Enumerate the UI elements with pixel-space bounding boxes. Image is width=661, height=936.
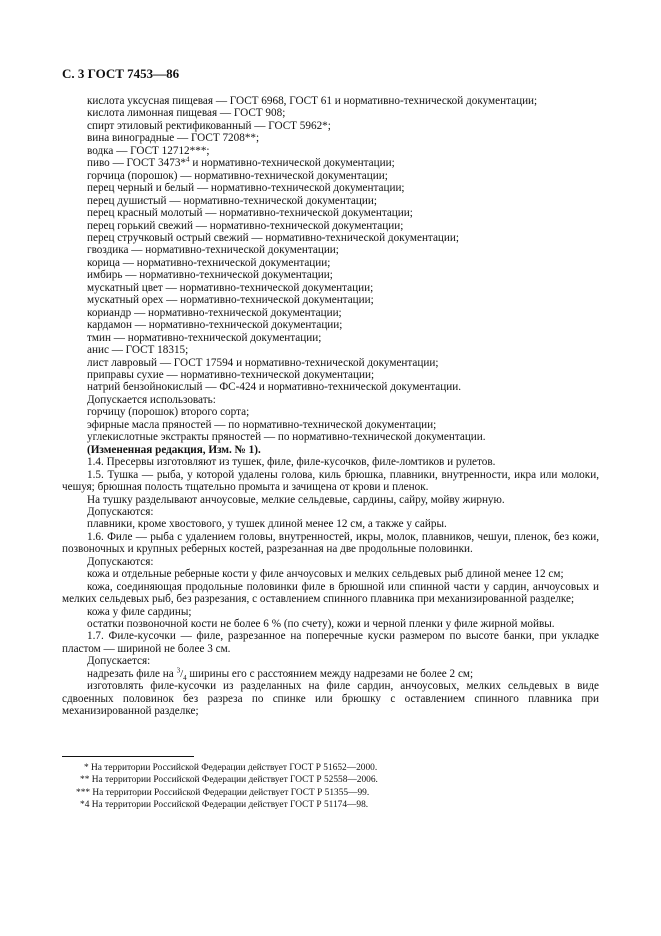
ingredient-line: перец черный и белый — нормативно-технической документации; bbox=[87, 182, 405, 195]
document-body bbox=[62, 95, 599, 718]
paragraph-cut bbox=[62, 666, 599, 683]
paragraph-sardine: кожа у филе сардины; bbox=[87, 605, 192, 618]
footnotes bbox=[62, 762, 378, 811]
fraction-denominator: 4 bbox=[183, 674, 187, 683]
paragraph-1-6: 1.6. Филе — рыба с удалением головы, внутренностей, икры, молок, плавников, чешуи, пленок, без кожи, позвоночных и крупных реберных костей, разрезанная на две продольные половинки. bbox=[62, 530, 599, 556]
ingredient-line: кориандр — нормативно-технической документации; bbox=[87, 306, 342, 319]
paragraph-1-5: 1.5. Тушка — рыба, у которой удалены голова, киль брюшка, плавники, внутренности, икра или молоки, чешуя; брюшная полость тщательно промыта и зачищена от крови и пленок. bbox=[62, 468, 599, 494]
fraction: $^3/_4$ bbox=[176, 666, 187, 683]
page-header: С. 3 ГОСТ 7453—86 bbox=[62, 66, 180, 81]
footnote-mark: 4 bbox=[186, 155, 190, 164]
ingredient-line: перец красный молотый — нормативно-технической документации; bbox=[87, 207, 413, 220]
allowed-label: Допускаются: bbox=[87, 555, 154, 568]
paragraph-skin: кожа, соединяющая продольные половинки филе в брюшной или спинной части у сардин, анчоусовых и мелких сельдевых рыб, без разрезания, с оставлением спинного плавника при механизированной разделке; bbox=[62, 580, 599, 606]
allowed-item: горчицу (порошок) второго сорта; bbox=[87, 406, 250, 419]
ingredient-line: мускатный орех — нормативно-технической документации; bbox=[87, 294, 374, 307]
ingredient-line: корица — нормативно-технической документации; bbox=[87, 256, 331, 269]
paragraph-1-7: 1.7. Филе-кусочки — филе, разрезанное на поперечные куски размером по высоте банки, при укладке пластом — шириной не более 3 см. bbox=[62, 630, 599, 655]
ingredient-line: натрий бензойнокислый — ФС-424 и нормативно-технической документации. bbox=[87, 381, 462, 394]
ingredient-line: спирт этиловый ректификованный — ГОСТ 5962*; bbox=[87, 119, 331, 132]
allowed-item: эфирные масла пряностей — по нормативно-технической документации; bbox=[87, 418, 437, 431]
ingredient-line: гвоздика — нормативно-технической документации; bbox=[87, 244, 339, 257]
ingredient-line: горчица (порошок) — нормативно-технической документации; bbox=[87, 169, 388, 182]
paragraph-bones: кожа и отдельные реберные кости у филе анчоусовых и мелких сельдевых рыб длиной менее 12 см; bbox=[87, 568, 564, 581]
beer-tail: и нормативно-технической документации; bbox=[189, 157, 395, 170]
footnote: * На территории Российской Федерации действует ГОСТ Р 51652—2000. bbox=[84, 763, 378, 773]
allowed-label: Допускается: bbox=[87, 655, 151, 668]
ingredient-line: водка — ГОСТ 12712***; bbox=[87, 144, 210, 157]
ingredient-line: приправы сухие — нормативно-технической документации; bbox=[87, 368, 375, 381]
ingredient-line: кардамон — нормативно-технической документации; bbox=[87, 319, 343, 332]
ingredient-line: имбирь — нормативно-технической документации; bbox=[87, 269, 333, 282]
paragraph-1-4: 1.4. Пресервы изготовляют из тушек, филе, филе-кусочков, филе-ломтиков и рулетов. bbox=[87, 456, 496, 469]
beer-text: пиво — ГОСТ 3473* bbox=[87, 157, 187, 170]
paragraph-remains: остатки позвоночной кости не более 6 % (по счету), кожи и черной пленки у филе жирной мойвы. bbox=[87, 618, 555, 631]
allowed-title: Допускается использовать: bbox=[87, 393, 216, 406]
ingredient-line: перец стручковый острый свежий — нормативно-технической документации; bbox=[87, 231, 459, 244]
paragraph-fins: плавники, кроме хвостового, у тушек длиной менее 12 см, а также у сайры. bbox=[87, 518, 447, 531]
fraction-numerator: 3 bbox=[176, 666, 181, 675]
cut-text-before: надрезать филе на bbox=[87, 667, 177, 680]
paragraph-make: изготовлять филе-кусочки из разделанных на филе сардин, анчоусовых, мелких сельдевых в виде сдвоенных половинок без разреза по спинке или брюшку с оставлением спинного плавника при механизированной разделке; bbox=[62, 680, 599, 718]
ingredient-line: вина виноградные — ГОСТ 7208**; bbox=[87, 132, 260, 145]
footnote: ** На территории Российской Федерации действует ГОСТ Р 52558—2006. bbox=[80, 775, 378, 786]
ingredient-line: лист лавровый — ГОСТ 17594 и нормативно-технической документации; bbox=[87, 356, 439, 369]
ingredient-line: перец душистый — нормативно-технической документации; bbox=[87, 194, 377, 207]
allowed-item: углекислотные экстракты пряностей — по нормативно-технической документации. bbox=[87, 431, 486, 444]
ingredient-line: кислота уксусная пищевая — ГОСТ 6968, ГОСТ 61 и нормативно-технической документации; bbox=[87, 95, 538, 107]
cut-text-after: ширины его с расстоянием между надрезами не более 2 см; bbox=[186, 667, 474, 680]
footnote: *4 На территории Российской Федерации действует ГОСТ Р 51174—98. bbox=[80, 799, 369, 810]
ingredient-line-beer bbox=[62, 157, 599, 169]
ingredient-line: тмин — нормативно-технической документации; bbox=[87, 331, 322, 344]
paragraph-tushka: На тушку разделывают анчоусовые, мелкие сельдевые, сардины, сайру, мойву жирную. bbox=[87, 493, 505, 506]
footnote-separator bbox=[62, 756, 194, 757]
ingredient-line: мускатный цвет — нормативно-технической документации; bbox=[87, 281, 374, 294]
edition-note: (Измененная редакция, Изм. № 1). bbox=[87, 443, 261, 456]
ingredient-line: анис — ГОСТ 18315; bbox=[87, 344, 189, 357]
allowed-label: Допускаются: bbox=[87, 505, 154, 518]
footnote: *** На территории Российской Федерации действует ГОСТ Р 51355—99. bbox=[76, 787, 370, 798]
ingredient-line: кислота лимонная пищевая — ГОСТ 908; bbox=[87, 107, 286, 120]
ingredient-line: перец горький свежий — нормативно-технической документации; bbox=[87, 219, 404, 232]
